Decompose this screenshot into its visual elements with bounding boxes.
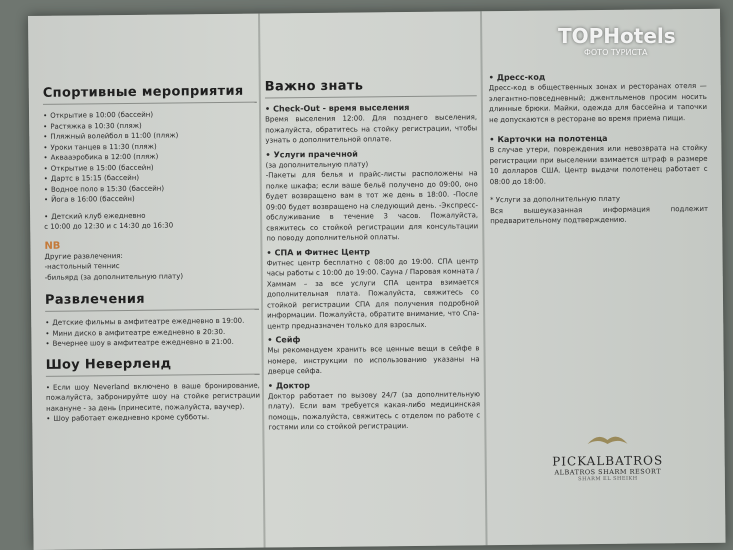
fold-line — [480, 11, 488, 545]
kids-club-hours: с 10:00 до 12:30 и с 14:30 до 16:30 — [44, 221, 174, 231]
other-title: Другие развлечения: — [44, 251, 123, 261]
list-item: • Йога в 16:00 (бассейн) — [44, 193, 258, 206]
list-item: -настольный теннис — [44, 262, 120, 271]
sports-list — [43, 109, 258, 233]
logo-location: SHARM EL SHEIKH — [578, 475, 638, 483]
laundry-text: -Пакеты для белья и прайс-листы расположены на полке шкафа; если ваше бельё получено до 09:00, оно будет возвращено вам в тот же день в 18:00. -После 09:00 будет возвращено на следующий день. -Экспресс-обслуживание в течение 3 часов. Пожалуйста, свяжитесь со стойкой регистрации для консультации по поводу дополнительной оплаты. — [265, 169, 479, 243]
safe-title: • Сейф — [267, 333, 479, 344]
laundry-title: • Услуги прачечной — [265, 148, 477, 159]
watermark-subtitle: ФОТО ТУРИСТА — [584, 48, 648, 57]
list-item: • Если шоу Neverland включено в ваше бронирование, пожалуйста, забронируйте шоу на стойке регистрации накануне - за день (принесите, пожалуйста, ваучер). — [46, 380, 260, 414]
divider — [43, 102, 257, 105]
right-panel — [488, 9, 720, 545]
list-item: • Вечернее шоу в амфитеатре ежедневно в 21:00. — [45, 337, 259, 350]
nb-label: NB — [44, 240, 61, 252]
list-item: • Дартс в 15:15 (бассейн) — [44, 172, 258, 185]
middle-panel — [264, 11, 482, 547]
doctor-text: Доктор работает по вызову 24/7 (за дополнительную плату). Если вам требуется какая-либо медицинская помощь, пожалуйста, свяжитесь с отделом по работе с гостями или со стойкой регистрации. — [267, 389, 481, 432]
hotel-logo — [532, 427, 683, 483]
spa-title: • СПА и Фитнес Центр — [266, 246, 478, 257]
list-item: • Открытие в 10:00 (бассейн) — [43, 109, 257, 122]
list-item: • Водное поло в 15:30 (бассейн) — [44, 182, 258, 195]
safe-text: Мы рекомендуем хранить все ценные вещи в сейфе в номере, инструкции по использованию указаны на дверце сейфа. — [267, 344, 480, 376]
checkout-title: • Check-Out - время выселения — [265, 102, 477, 113]
other-entertainment — [44, 249, 258, 283]
entertainment-list — [45, 316, 259, 350]
towel-title: • Карточки на полотенца — [489, 133, 707, 144]
entertainment-title: Развлечения — [44, 291, 145, 308]
list-item: • Детские фильмы в амфитеатре ежедневно в 19:00. — [45, 316, 259, 329]
footnote-confirmation: Вся вышеуказанная информация подлежит предварительному подтверждению. — [490, 204, 709, 226]
list-item: • Растяжка в 10:30 (пляж) — [43, 119, 257, 132]
checkout-text: Время выселения 12:00. Для позднего выселения, пожалуйста, обратитесь на стойку регистрации, чтобы узнать о дополнительной оплате. — [265, 113, 478, 145]
spa-text: Фитнес центр бесплатно с 08:00 до 19:00. СПА центр часы работы с 10:00 до 19:00. Сауна / Паровая комната / Хаммам – за все услуги СПА центра взимается дополнительная плата. Пожалуйста, свяжитесь со стойкой регистрации СПА для получения подробной информации. Пожалуйста, обратите внимание, что Спа-центр предназначен только для взрослых. — [266, 256, 480, 331]
show-list — [46, 380, 260, 424]
kids-club-line: • Детский клуб ежедневно — [44, 209, 258, 222]
list-item: • Мини диско в амфитеатре ежедневно в 20:30. — [45, 326, 259, 339]
doctor-title: • Доктор — [268, 379, 480, 390]
dress-code-text: Дресс-код в общественных зонах и ресторанах отеля — элегантно-повседневный; джентльменов просим носить длинные брюки. Майки, одежда для бассейна и тапочки не допускаются в ресторане во время приема пищи. — [488, 81, 708, 124]
albatross-logo-icon — [585, 428, 629, 450]
list-item: • Открытие в 15:00 (бассейн) — [44, 161, 258, 174]
dress-code-title: • Дресс-код — [489, 71, 707, 82]
list-item: • Аквааэробика в 12:00 (пляж) — [43, 151, 257, 164]
divider — [265, 95, 477, 98]
watermark — [558, 24, 678, 80]
list-item: • Пляжный волейбол в 11:00 (пляж) — [43, 130, 257, 143]
list-item: -бильярд (за дополнительную плату) — [44, 271, 184, 282]
show-title: Шоу Неверленд — [45, 356, 172, 373]
footnote-extra-charge: * Услуги за дополнительную плату — [489, 194, 621, 205]
logo-name: PICKALBATROS — [552, 453, 664, 469]
watermark-brand: TOPHotels — [558, 24, 676, 48]
left-panel — [42, 14, 262, 550]
divider — [46, 373, 260, 376]
towel-text: В случае утери, повреждения или невозврата на стойку регистрации при выселении взимается штраф в размере 10 долларов США. Центр выдачи полотенец работает с 08:00 до 18:00. — [489, 143, 708, 186]
logo-subtitle: ALBATROS SHARM RESORT — [554, 467, 662, 477]
list-item: • Шоу работает ежедневно кроме субботы. — [46, 412, 260, 425]
brochure-sheet — [28, 9, 726, 550]
list-item: • Уроки танцев в 11:30 (пляж) — [43, 140, 257, 153]
laundry-note: (за дополнительную плату) — [265, 159, 369, 170]
sports-title: Спортивные мероприятия — [42, 83, 244, 101]
important-title: Важно знать — [264, 78, 364, 95]
divider — [45, 309, 259, 312]
